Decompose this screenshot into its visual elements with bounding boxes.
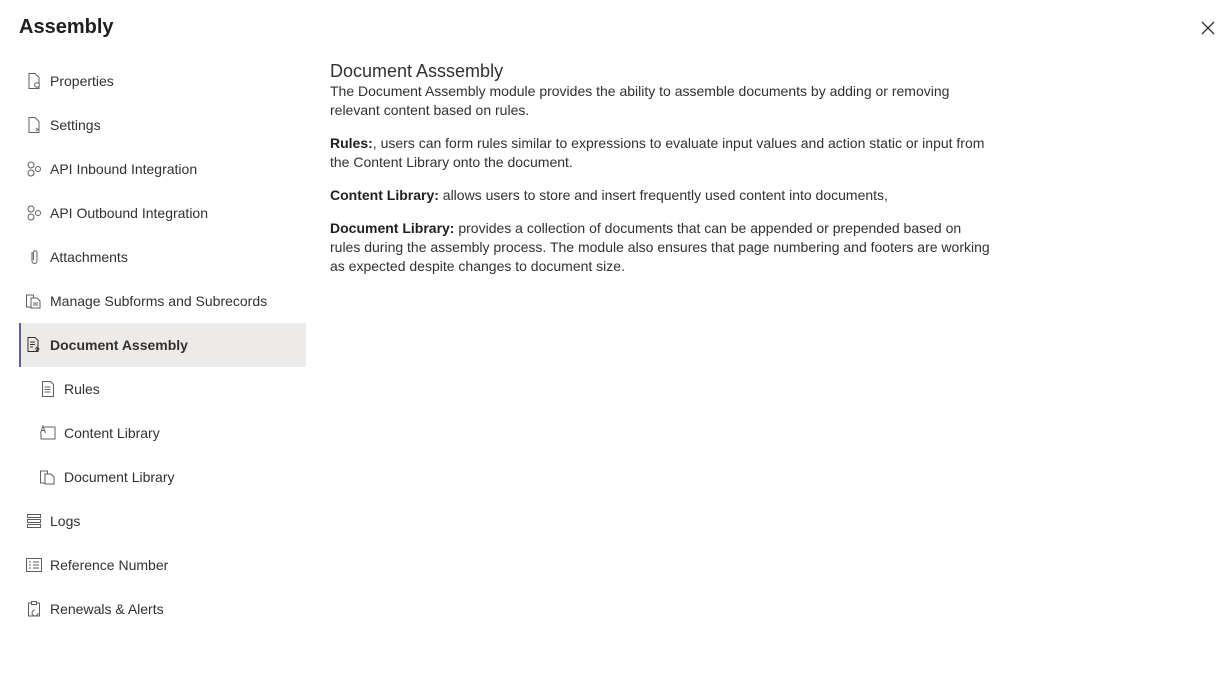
close-icon [1201,21,1215,35]
nav-item-label: Manage Subforms and Subrecords [50,293,268,309]
rules-icon [39,380,57,398]
paperclip-icon [25,248,43,266]
rules-description: , users can form rules similar to expressions to evaluate input values and action static or input from the Content Library onto the document. [330,135,985,170]
content-library-description: allows users to store and insert frequently used content into documents, [438,187,888,203]
nav-item-label: API Outbound Integration [50,205,208,221]
nav-item-rules[interactable] [19,367,306,411]
nav-item-label: Document Assembly [50,337,188,353]
nav-item-api-outbound[interactable] [19,191,306,235]
api-link-icon [25,160,43,178]
api-link-icon [25,204,43,222]
content-heading: Document Asssembly [330,61,504,81]
nav-item-manage-subforms[interactable] [19,279,306,323]
document-library-paragraph [330,219,990,276]
rules-paragraph [330,134,990,172]
logs-icon [25,512,43,530]
content-library-paragraph [330,186,990,205]
reference-number-icon [25,556,43,574]
subforms-icon [25,292,43,310]
nav-item-renewals-alerts[interactable] [19,587,306,631]
nav-item-label: Reference Number [50,557,169,573]
nav-item-label: Logs [50,513,81,529]
content-area [330,60,990,290]
document-library-icon [39,468,57,486]
nav-item-properties[interactable] [19,59,306,103]
page-arrow-icon [25,116,43,134]
renewals-alerts-icon [25,600,43,618]
document-library-description: provides a collection of documents that can be appended or prepended based on rules during the assembly process. The module also ensures that page numbering and footers are working as expected despite changes to document size. [330,220,990,274]
nav-item-label: Properties [50,73,114,89]
nav-item-label: Document Library [64,469,175,485]
nav-item-label: Renewals & Alerts [50,601,164,617]
panel-title: Assembly [19,16,114,38]
document-library-term: Document Library: [330,220,455,236]
nav-item-label: Content Library [64,425,160,441]
page-gear-icon [25,72,43,90]
intro-paragraph: The Document Assembly module provides the ability to assemble documents by adding or removing relevant content based on rules. [330,83,950,118]
nav-item-label: API Inbound Integration [50,161,198,177]
close-button[interactable] [1198,18,1218,38]
nav-item-document-assembly[interactable] [19,323,306,367]
rules-term: Rules: [330,135,373,151]
nav-item-settings[interactable] [19,103,306,147]
nav-item-label: Attachments [50,249,128,265]
nav-item-logs[interactable] [19,499,306,543]
nav-item-label: Rules [64,381,100,397]
nav-item-attachments[interactable] [19,235,306,279]
nav-item-document-library[interactable] [19,455,306,499]
nav-item-api-inbound[interactable] [19,147,306,191]
content-library-icon [39,424,57,442]
nav-item-label: Settings [50,117,101,133]
content-library-term: Content Library: [330,187,439,203]
sidebar-nav [19,59,306,631]
document-assembly-icon [25,336,43,354]
nav-item-reference-number[interactable] [19,543,306,587]
nav-item-content-library[interactable] [19,411,306,455]
